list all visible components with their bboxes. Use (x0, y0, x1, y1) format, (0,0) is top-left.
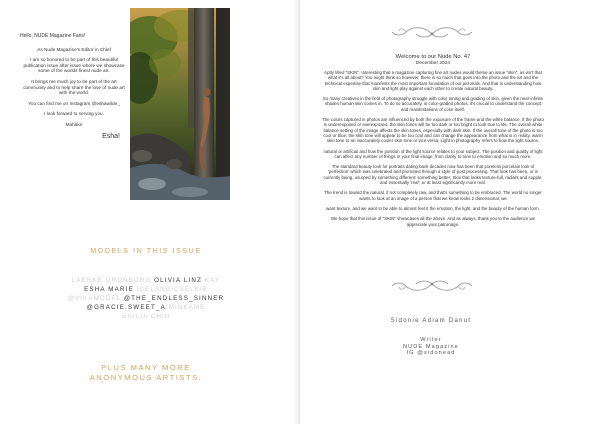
forest-nude-photo (130, 8, 230, 200)
article-paragraph: Aptly titled "SKIN". Interesting that a magazine capturing fine art nudes would theme an issue "skin", as isn't that what it's all about? You might think so however, there is so much that goes into the photo and the art and the technical expertise that manifests the most important foundation of our pictorials. And that is understanding how skin and light play against each other to create natural beauty. (324, 70, 542, 91)
letter-signature: Esha! (102, 132, 120, 140)
article-body (322, 70, 544, 232)
model-name: @GRACIE.SWEET_A (86, 304, 166, 311)
model-name: GIULIA CHIU (121, 313, 171, 320)
letter-paragraph: You can find me on Instagram @eshawilde_ (28, 100, 120, 106)
flourish-ornament-icon (388, 276, 476, 296)
article-paragraph: We hope that this issue of "SKIN" showcases all the above. And as always, thank you to the audience we appreciate your patronage. (330, 216, 536, 227)
model-name: ICELANDICSELKIE (136, 286, 208, 293)
author-name: Sidonie Adiam Danut (390, 318, 472, 324)
author-role: Writer (420, 337, 442, 343)
issue-date: December 2024 (415, 60, 451, 66)
editor-letter (20, 34, 128, 146)
article-header (330, 54, 536, 66)
models-title: MODELS IN THIS ISSUE (90, 248, 202, 255)
model-name: ESHA MARIE (84, 286, 134, 293)
model-name: LAERKE GRONBORG (71, 277, 152, 284)
models-section (40, 248, 252, 382)
article-paragraph: The trend is toward the natural, if not completely raw, and that's something to be embraced. The world no longer wants to look at an image of a person that we know looks 2 dimensional, we (324, 190, 542, 201)
model-name: @THE_ENDLESS_SINNER (123, 295, 225, 302)
letter-greeting: Hello, NUDE Magazine Fans! (20, 33, 86, 39)
author-publication: NUDE Magazine (403, 343, 459, 350)
welcome-title: Welcome to our Nude No. 47 (395, 54, 471, 60)
letter-paragraph: As Nude Magazine's Editor in Chief (37, 46, 111, 52)
letter-paragraph: It brings me much joy to be part of the art community and to help share the love of nude art with the world. (23, 78, 125, 96)
author-credit (360, 318, 502, 357)
model-name: KAY (204, 277, 221, 284)
more-artists-line1: PLUS MANY MORE (101, 363, 191, 372)
article-paragraph: The standard beauty look for portraits dating back decades now has been that poreless porcelain look of 'perfection' which was celebrated and promoted through a style of post processing. That look has been, or is currently being, usurped by something different: something better; Skin that looks texture-full, radiant and supple, and essentially 'real', or at least significantly more real. (323, 164, 543, 186)
flourish-ornament-icon (388, 22, 476, 42)
article-paragraph: want texture, and we want to be able to almost feel it the emotion, the light, and the beauty of the human form. (326, 205, 540, 211)
article-paragraph: natural or artificial and how the position of the light source relates to your subject. The position and quality of light can affect any number of things in your final image, from clarity to tone to emotion and so much more. (323, 148, 543, 159)
letter-paragraph: Mahalo! (65, 121, 83, 127)
photo-illustration (130, 8, 230, 200)
model-name: OLIVIA LINZ (154, 277, 203, 284)
more-artists (40, 363, 252, 382)
article-paragraph: The colors captured in photos are influenced by both the exposure of the frame and the white balance. If the photo is underexposed or overexposed, the skin tones will be too dark or too bright to look true to life. The overall white balance setting of the image affects the skin tones, especially with dark skin. If the overall tone of the photo is too cool or blue, the skin tone will appear to be too cool and can change the appearance from what is in reality. warm skin tone to an inaccurately cooler skin tone or vice versa. Light in photography refers to how the light source, (322, 117, 544, 144)
letter-paragraph: I look forward to serving you. (44, 111, 104, 117)
letter-paragraph: I am so honored to be part of this beautiful publication issue after issue where we showcase some of the worlds finest nude art. (23, 57, 125, 74)
model-names (40, 276, 252, 321)
left-page (0, 0, 297, 424)
author-instagram: IG @sidonead (406, 350, 456, 357)
article-paragraph: So many creatives in the field of photography struggle with color toning and grading of skin, given the near infinite shades human skin comes in. To do so accurately, in color-graded photos, it's crucial to understand the concept and manifestations of color itself. (322, 96, 544, 112)
more-artists-line2: ANONYMOUS ARTISTS. (89, 372, 203, 382)
model-name: @VIKAMODEL (67, 295, 121, 302)
model-name: MINKAME (168, 304, 206, 311)
